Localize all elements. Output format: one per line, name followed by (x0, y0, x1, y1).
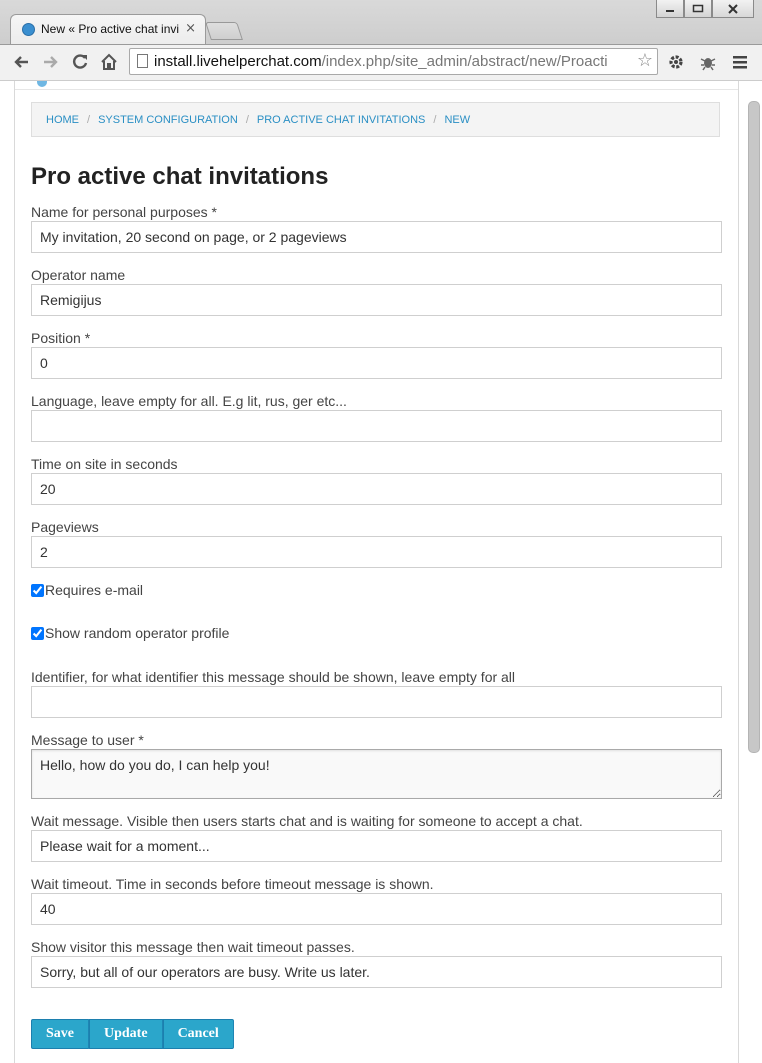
favicon-icon (22, 23, 35, 36)
identifier-input[interactable] (31, 686, 722, 718)
bug-extension-icon[interactable] (697, 50, 719, 74)
url-path: /index.php/site_admin/abstract/new/Proacti (321, 53, 608, 70)
window-close-icon[interactable] (712, 0, 754, 18)
language-label: Language, leave empty for all. E.g lit, rus, ger etc... (31, 393, 347, 409)
bookmark-star-icon[interactable]: ☆ (636, 50, 653, 71)
wait-timeout-input[interactable] (31, 893, 722, 925)
timeout-message-label: Show visitor this message then wait timeout passes. (31, 939, 355, 955)
breadcrumb-system-configuration[interactable]: SYSTEM CONFIGURATION (98, 113, 238, 126)
settings-gear-icon[interactable] (665, 50, 687, 74)
address-bar[interactable] (129, 48, 658, 75)
name-label: Name for personal purposes * (31, 204, 217, 220)
operator-name-input[interactable] (31, 284, 722, 316)
pageviews-input[interactable] (31, 536, 722, 568)
menu-icon[interactable] (729, 50, 751, 74)
logo (37, 81, 47, 87)
page-viewport (0, 80, 762, 1063)
wait-message-input[interactable] (31, 830, 722, 862)
timeout-message-input[interactable] (31, 956, 722, 988)
browser-tab[interactable] (10, 14, 206, 44)
form-actions (31, 1019, 234, 1049)
browser-chrome (0, 0, 762, 80)
back-arrow-icon[interactable] (10, 50, 32, 74)
save-button[interactable]: Save (31, 1019, 89, 1049)
breadcrumb-separator: / (245, 113, 249, 126)
page-icon (137, 54, 148, 68)
window-controls (656, 0, 754, 20)
requires-email-row (31, 581, 143, 599)
message-label: Message to user * (31, 732, 144, 748)
position-label: Position * (31, 330, 91, 346)
tab-close-icon[interactable]: × (185, 21, 196, 36)
random-operator-row (31, 624, 229, 642)
random-operator-label: Show random operator profile (45, 625, 230, 641)
browser-toolbar (0, 44, 762, 81)
tab-title: New « Pro active chat invi (41, 22, 180, 36)
breadcrumb-home[interactable]: HOME (46, 113, 79, 126)
requires-email-checkbox[interactable] (31, 584, 44, 597)
reload-icon[interactable] (69, 50, 91, 74)
position-input[interactable] (31, 347, 722, 379)
minimize-icon[interactable] (656, 0, 684, 18)
update-button[interactable]: Update (89, 1019, 163, 1049)
breadcrumb-separator: / (433, 113, 437, 126)
wait-message-label: Wait message. Visible then users starts chat and is waiting for someone to accept a chat. (31, 813, 583, 829)
cancel-button[interactable]: Cancel (163, 1019, 234, 1049)
forward-arrow-icon[interactable] (40, 50, 62, 74)
wait-timeout-label: Wait timeout. Time in seconds before timeout message is shown. (31, 876, 434, 892)
page-title: Pro active chat invitations (31, 163, 329, 190)
language-input[interactable] (31, 410, 722, 442)
breadcrumb (31, 102, 720, 137)
home-icon[interactable] (98, 50, 120, 74)
new-tab-button[interactable] (205, 22, 243, 40)
pageviews-label: Pageviews (31, 519, 99, 535)
time-on-site-input[interactable] (31, 473, 722, 505)
maximize-icon[interactable] (684, 0, 712, 18)
random-operator-checkbox[interactable] (31, 627, 44, 640)
time-on-site-label: Time on site in seconds (31, 456, 178, 472)
url-host: install.livehelperchat.com (154, 53, 322, 70)
identifier-label: Identifier, for what identifier this message should be shown, leave empty for all (31, 669, 516, 685)
scrollbar-thumb[interactable] (748, 101, 760, 753)
message-textarea[interactable] (31, 749, 722, 799)
header-divider (15, 89, 738, 90)
operator-name-label: Operator name (31, 267, 126, 283)
name-input[interactable] (31, 221, 722, 253)
requires-email-label: Requires e-mail (45, 582, 144, 598)
page-container (14, 81, 739, 1063)
breadcrumb-new[interactable]: NEW (444, 113, 471, 126)
url-text (154, 53, 634, 71)
breadcrumb-pro-active-chat-invitations[interactable]: PRO ACTIVE CHAT INVITATIONS (256, 113, 426, 126)
breadcrumb-separator: / (87, 113, 91, 126)
